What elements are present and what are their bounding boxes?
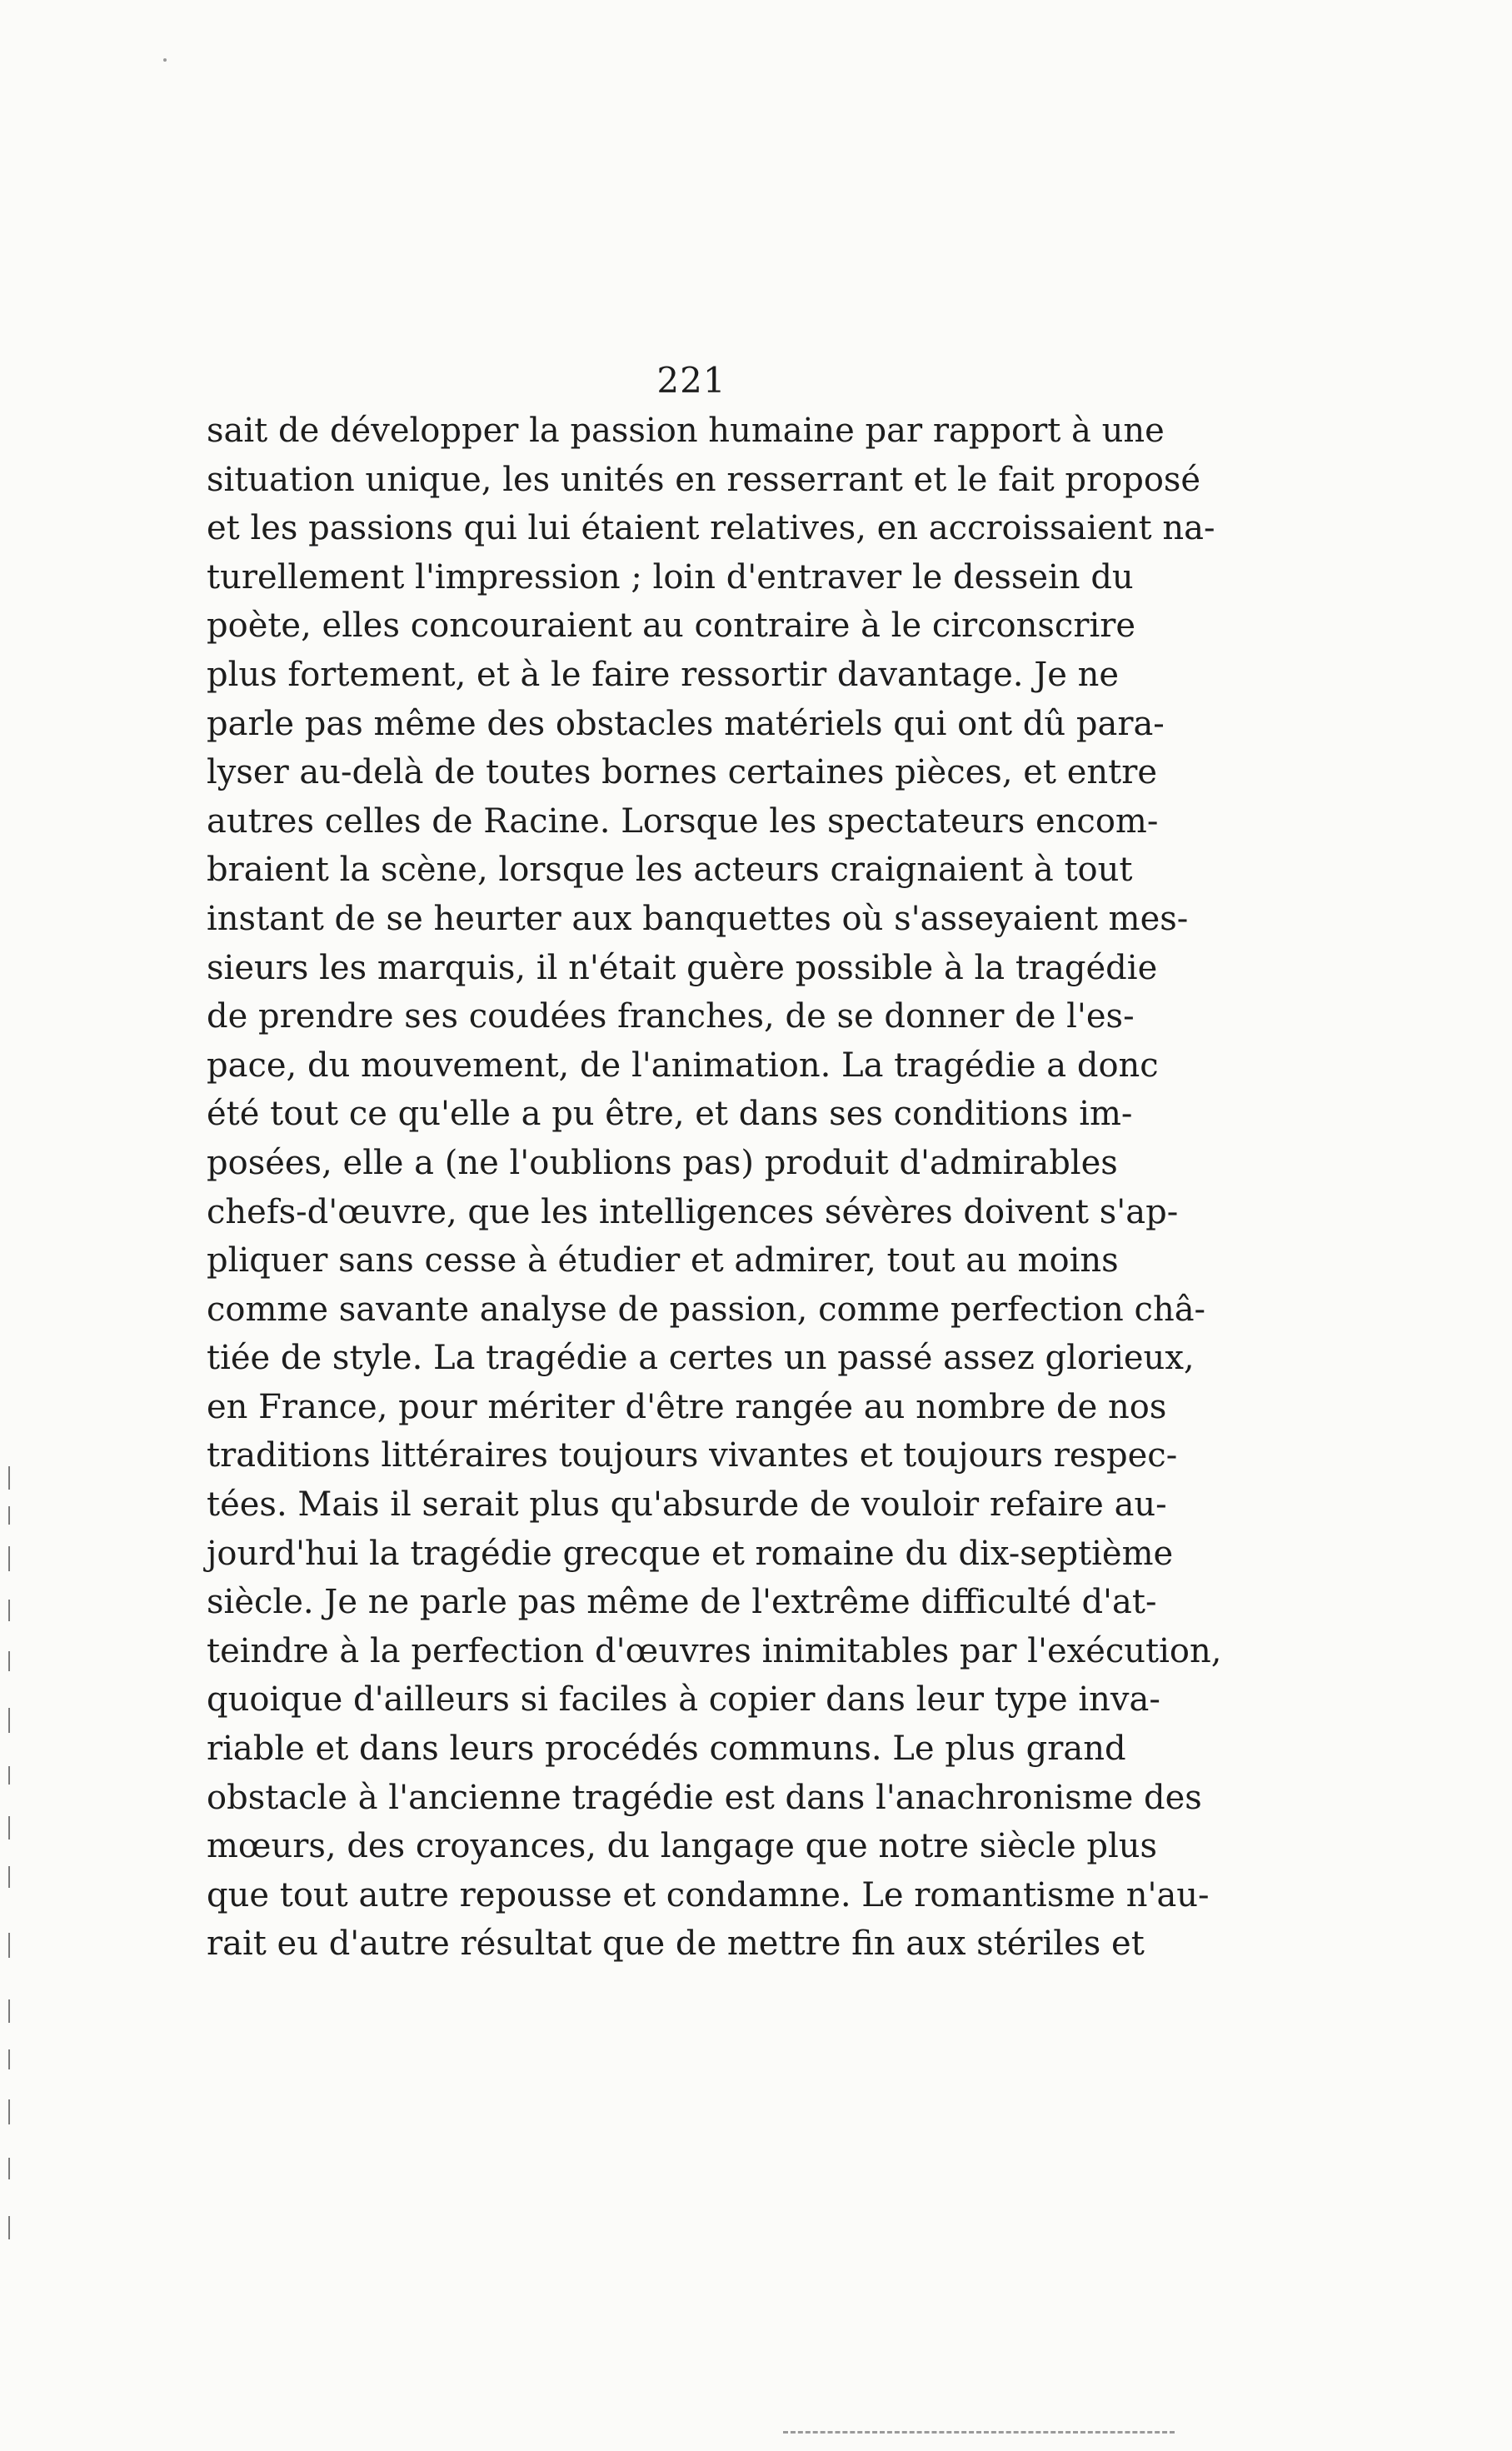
paper-speck (163, 58, 167, 62)
body-text (207, 407, 1222, 1969)
gutter-scan-marks (8, 1466, 13, 2299)
bottom-edge-rule (783, 2431, 1175, 2437)
gutter-mark (8, 1999, 10, 2023)
text-line: pace, du mouvement, de l'animation. La tragédie a donc (207, 1046, 1159, 1085)
gutter-mark (8, 1506, 10, 1525)
text-line: obstacle à l'ancienne tragédie est dans l'anachronisme des (207, 1778, 1202, 1817)
gutter-mark (8, 1708, 10, 1733)
text-line: comme savante analyse de passion, comme perfection châ- (207, 1290, 1206, 1329)
gutter-mark (8, 1766, 10, 1785)
text-line: plus fortement, et à le faire ressortir davantage. Je ne (207, 655, 1120, 694)
text-line: pliquer sans cesse à étudier et admirer, tout au moins (207, 1241, 1119, 1280)
gutter-mark (8, 2216, 10, 2239)
text-line: chefs-d'œuvre, que les intelligences sévères doivent s'ap- (207, 1192, 1179, 1231)
text-line: que tout autre repousse et condamne. Le romantisme n'au- (207, 1875, 1210, 1914)
gutter-mark (8, 1546, 10, 1571)
text-line: riable et dans leurs procédés communs. Le plus grand (207, 1730, 1126, 1769)
gutter-mark (8, 1600, 10, 1621)
text-line: rait eu d'autre résultat que de mettre fin aux stériles et (207, 1924, 1145, 1964)
gutter-mark (8, 1933, 10, 1958)
text-line: braient la scène, lorsque les acteurs craignaient à tout (207, 851, 1133, 890)
text-line: instant de se heurter aux banquettes où s'asseyaient mes- (207, 899, 1189, 938)
gutter-mark (8, 2158, 10, 2179)
gutter-mark (8, 1866, 10, 1888)
gutter-mark (8, 1651, 10, 1671)
gutter-mark (8, 2049, 10, 2069)
text-line: en France, pour mériter d'être rangée au nombre de nos (207, 1387, 1167, 1426)
text-line: tées. Mais il serait plus qu'absurde de vouloir refaire au- (207, 1485, 1167, 1525)
text-line: tiée de style. La tragédie a certes un passé assez glorieux, (207, 1339, 1195, 1378)
text-line: posées, elle a (ne l'oublions pas) produit d'admirables (207, 1143, 1118, 1182)
text-line: quoique d'ailleurs si faciles à copier dans leur type inva- (207, 1680, 1160, 1720)
page-number: 221 (656, 360, 726, 401)
text-line: siècle. Je ne parle pas même de l'extrême difficulté d'at- (207, 1583, 1157, 1622)
text-line: turellement l'impression ; loin d'entraver le dessein du (207, 557, 1134, 597)
text-line: parle pas même des obstacles matériels qui ont dû para- (207, 704, 1165, 743)
gutter-mark (8, 1466, 10, 1490)
text-line: été tout ce qu'elle a pu être, et dans ses conditions im- (207, 1095, 1133, 1134)
text-line: traditions littéraires toujours vivantes et toujours respec- (207, 1436, 1178, 1475)
gutter-mark (8, 1816, 10, 1839)
text-line: de prendre ses coudées franches, de se donner de l'es- (207, 997, 1135, 1036)
text-line: jourd'hui la tragédie grecque et romaine du dix-septième (207, 1534, 1174, 1573)
text-line: lyser au-delà de toutes bornes certaines pièces, et entre (207, 753, 1158, 792)
text-line: mœurs, des croyances, du langage que notre siècle plus (207, 1827, 1158, 1866)
text-line: autres celles de Racine. Lorsque les spectateurs encom- (207, 801, 1159, 841)
text-line: teindre à la perfection d'œuvres inimitables par l'exécution, (207, 1631, 1222, 1670)
text-line: poète, elles concouraient au contraire à le circonscrire (207, 607, 1136, 646)
text-line: et les passions qui lui étaient relatives, en accroissaient na- (207, 509, 1215, 548)
text-line: sait de développer la passion humaine par rapport à une (207, 412, 1165, 450)
text-line: situation unique, les unités en resserrant et le fait proposé (207, 460, 1201, 499)
text-line: sieurs les marquis, il n'était guère possible à la tragédie (207, 948, 1158, 987)
gutter-mark (8, 2099, 10, 2124)
